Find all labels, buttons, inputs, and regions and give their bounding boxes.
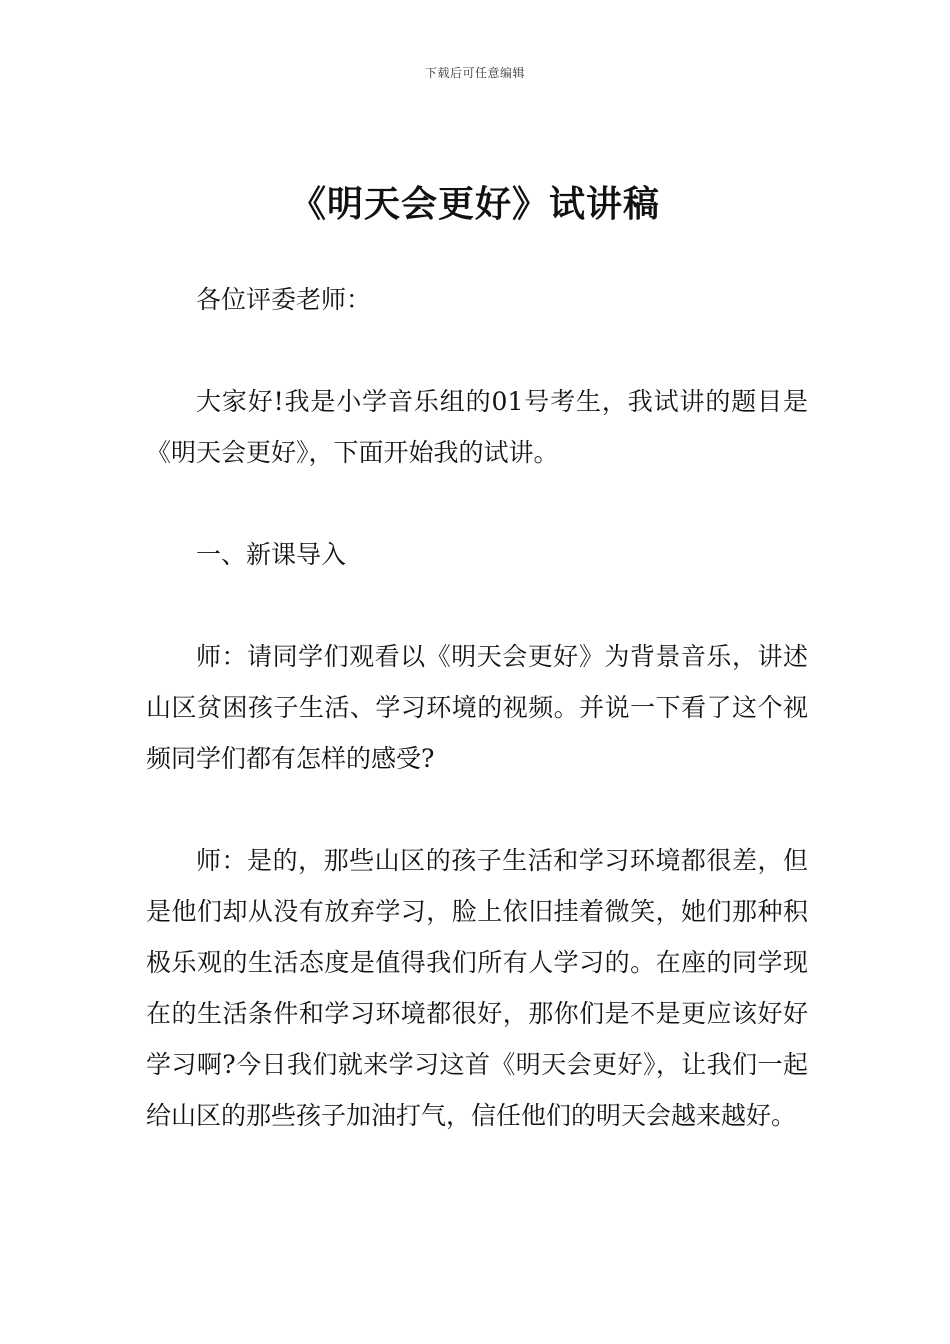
salutation-paragraph: 各位评委老师： [196,285,372,314]
introduction-paragraph: 大家好!我是小学音乐组的01号考生，我试讲的题目是《明天会更好》，下面开始我的试讲。 [146,387,808,467]
document-title: 《明天会更好》试讲稿 [289,184,660,225]
document-body [146,274,808,1192]
section-heading: 一、新课导入 [196,540,347,569]
teacher-response-paragraph: 师：是的，那些山区的孩子生活和学习环境都很差，但是他们却从没有放弃学习，脸上依旧挂着微笑，她们那种积极乐观的生活态度是值得我们所有人学习的。在座的同学现在的生活条件和学习环境都很好，那你们是不是更应该好好学习啊?今日我们就来学习这首《明天会更好》，让我们一起给山区的那些孩子加油打气，信任他们的明天会越来越好。 [146,846,808,1130]
teacher-prompt-paragraph: 师：请同学们观看以《明天会更好》为背景音乐，讲述山区贫困孩子生活、学习环境的视频。并说一下看了这个视频同学们都有怎样的感受? [146,642,808,773]
page-header: 下载后可任意编辑 [424,66,525,80]
